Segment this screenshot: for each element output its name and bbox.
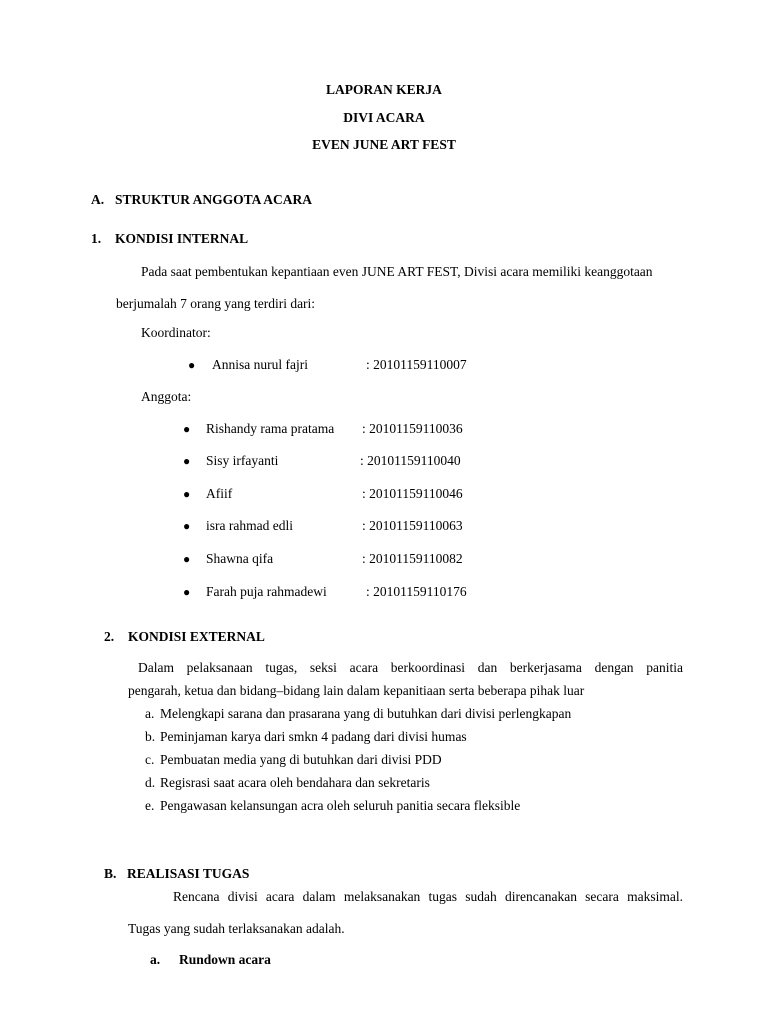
- list-marker: b.: [145, 729, 156, 744]
- member-name: Farah puja rahmadewi: [206, 584, 327, 599]
- external-number: 2.: [104, 629, 115, 644]
- internal-heading: KONDISI INTERNAL: [115, 231, 249, 246]
- external-paragraph-line-1: Dalam pelaksanaan tugas, seksi acara berkoordinasi dan berkerjasama dengan panitia: [138, 660, 683, 675]
- section-a-letter: A.: [91, 192, 105, 207]
- bullet-icon: ●: [183, 519, 191, 533]
- list-marker: d.: [145, 775, 156, 790]
- bullet-icon: ●: [183, 454, 191, 468]
- external-paragraph-line-2: pengarah, ketua dan bidang–bidang lain dalam kepanitiaan serta beberapa pihak luar: [128, 683, 585, 698]
- member-name: Rishandy rama pratama: [206, 421, 335, 436]
- coordinator-id: : 20101159110007: [366, 357, 467, 372]
- member-name: Shawna qifa: [206, 551, 274, 566]
- external-heading: KONDISI EXTERNAL: [128, 629, 265, 644]
- member-id: : 20101159110036: [362, 421, 463, 436]
- internal-paragraph-line-1: Pada saat pembentukan kepantiaan even JUNE ART FEST, Divisi acara memiliki keanggotaan: [141, 264, 653, 279]
- list-item: Melengkapi sarana dan prasarana yang di butuhkan dari divisi perlengkapan: [160, 706, 572, 721]
- section-b-paragraph-line-1: Rencana divisi acara dalam melaksanakan tugas sudah direncanakan secara maksimal.: [173, 889, 683, 904]
- section-b-paragraph-line-2: Tugas yang sudah terlaksanakan adalah.: [128, 921, 345, 936]
- list-item: Regisrasi saat acara oleh bendahara dan sekretaris: [160, 775, 430, 790]
- member-id: : 20101159110063: [362, 518, 463, 533]
- list-marker: a.: [145, 706, 155, 721]
- member-name: Afiif: [206, 486, 233, 501]
- member-id: : 20101159110046: [362, 486, 463, 501]
- title-line-1: LAPORAN KERJA: [326, 82, 442, 97]
- members-label: Anggota:: [141, 389, 192, 404]
- bullet-icon: ●: [183, 422, 191, 436]
- list-item: Peminjaman karya dari smkn 4 padang dari divisi humas: [160, 729, 467, 744]
- section-a-heading: STRUKTUR ANGGOTA ACARA: [115, 192, 313, 207]
- bullet-icon: ●: [188, 358, 196, 372]
- internal-number: 1.: [91, 231, 102, 246]
- internal-paragraph-line-2: berjumalah 7 orang yang terdiri dari:: [116, 296, 316, 311]
- title-line-2: DIVI ACARA: [343, 110, 425, 125]
- title-line-3: EVEN JUNE ART FEST: [312, 137, 456, 152]
- list-item: Pengawasan kelansungan acra oleh seluruh panitia secara fleksible: [160, 798, 521, 813]
- coordinator-name: Annisa nurul fajri: [212, 357, 308, 372]
- section-b-letter: B.: [104, 866, 117, 881]
- member-name: Sisy irfayanti: [206, 453, 279, 468]
- member-id: : 20101159110176: [366, 584, 467, 599]
- list-marker: e.: [145, 798, 155, 813]
- subsection-marker: a.: [150, 952, 161, 967]
- coordinator-label: Koordinator:: [141, 325, 211, 340]
- list-item: Pembuatan media yang di butuhkan dari divisi PDD: [160, 752, 442, 767]
- member-id: : 20101159110082: [362, 551, 463, 566]
- subsection-heading: Rundown acara: [179, 952, 271, 967]
- bullet-icon: ●: [183, 552, 191, 566]
- bullet-icon: ●: [183, 585, 191, 599]
- member-id: : 20101159110040: [360, 453, 461, 468]
- bullet-icon: ●: [183, 487, 191, 501]
- section-b-heading: REALISASI TUGAS: [127, 866, 250, 881]
- list-marker: c.: [145, 752, 155, 767]
- member-name: isra rahmad edli: [206, 518, 293, 533]
